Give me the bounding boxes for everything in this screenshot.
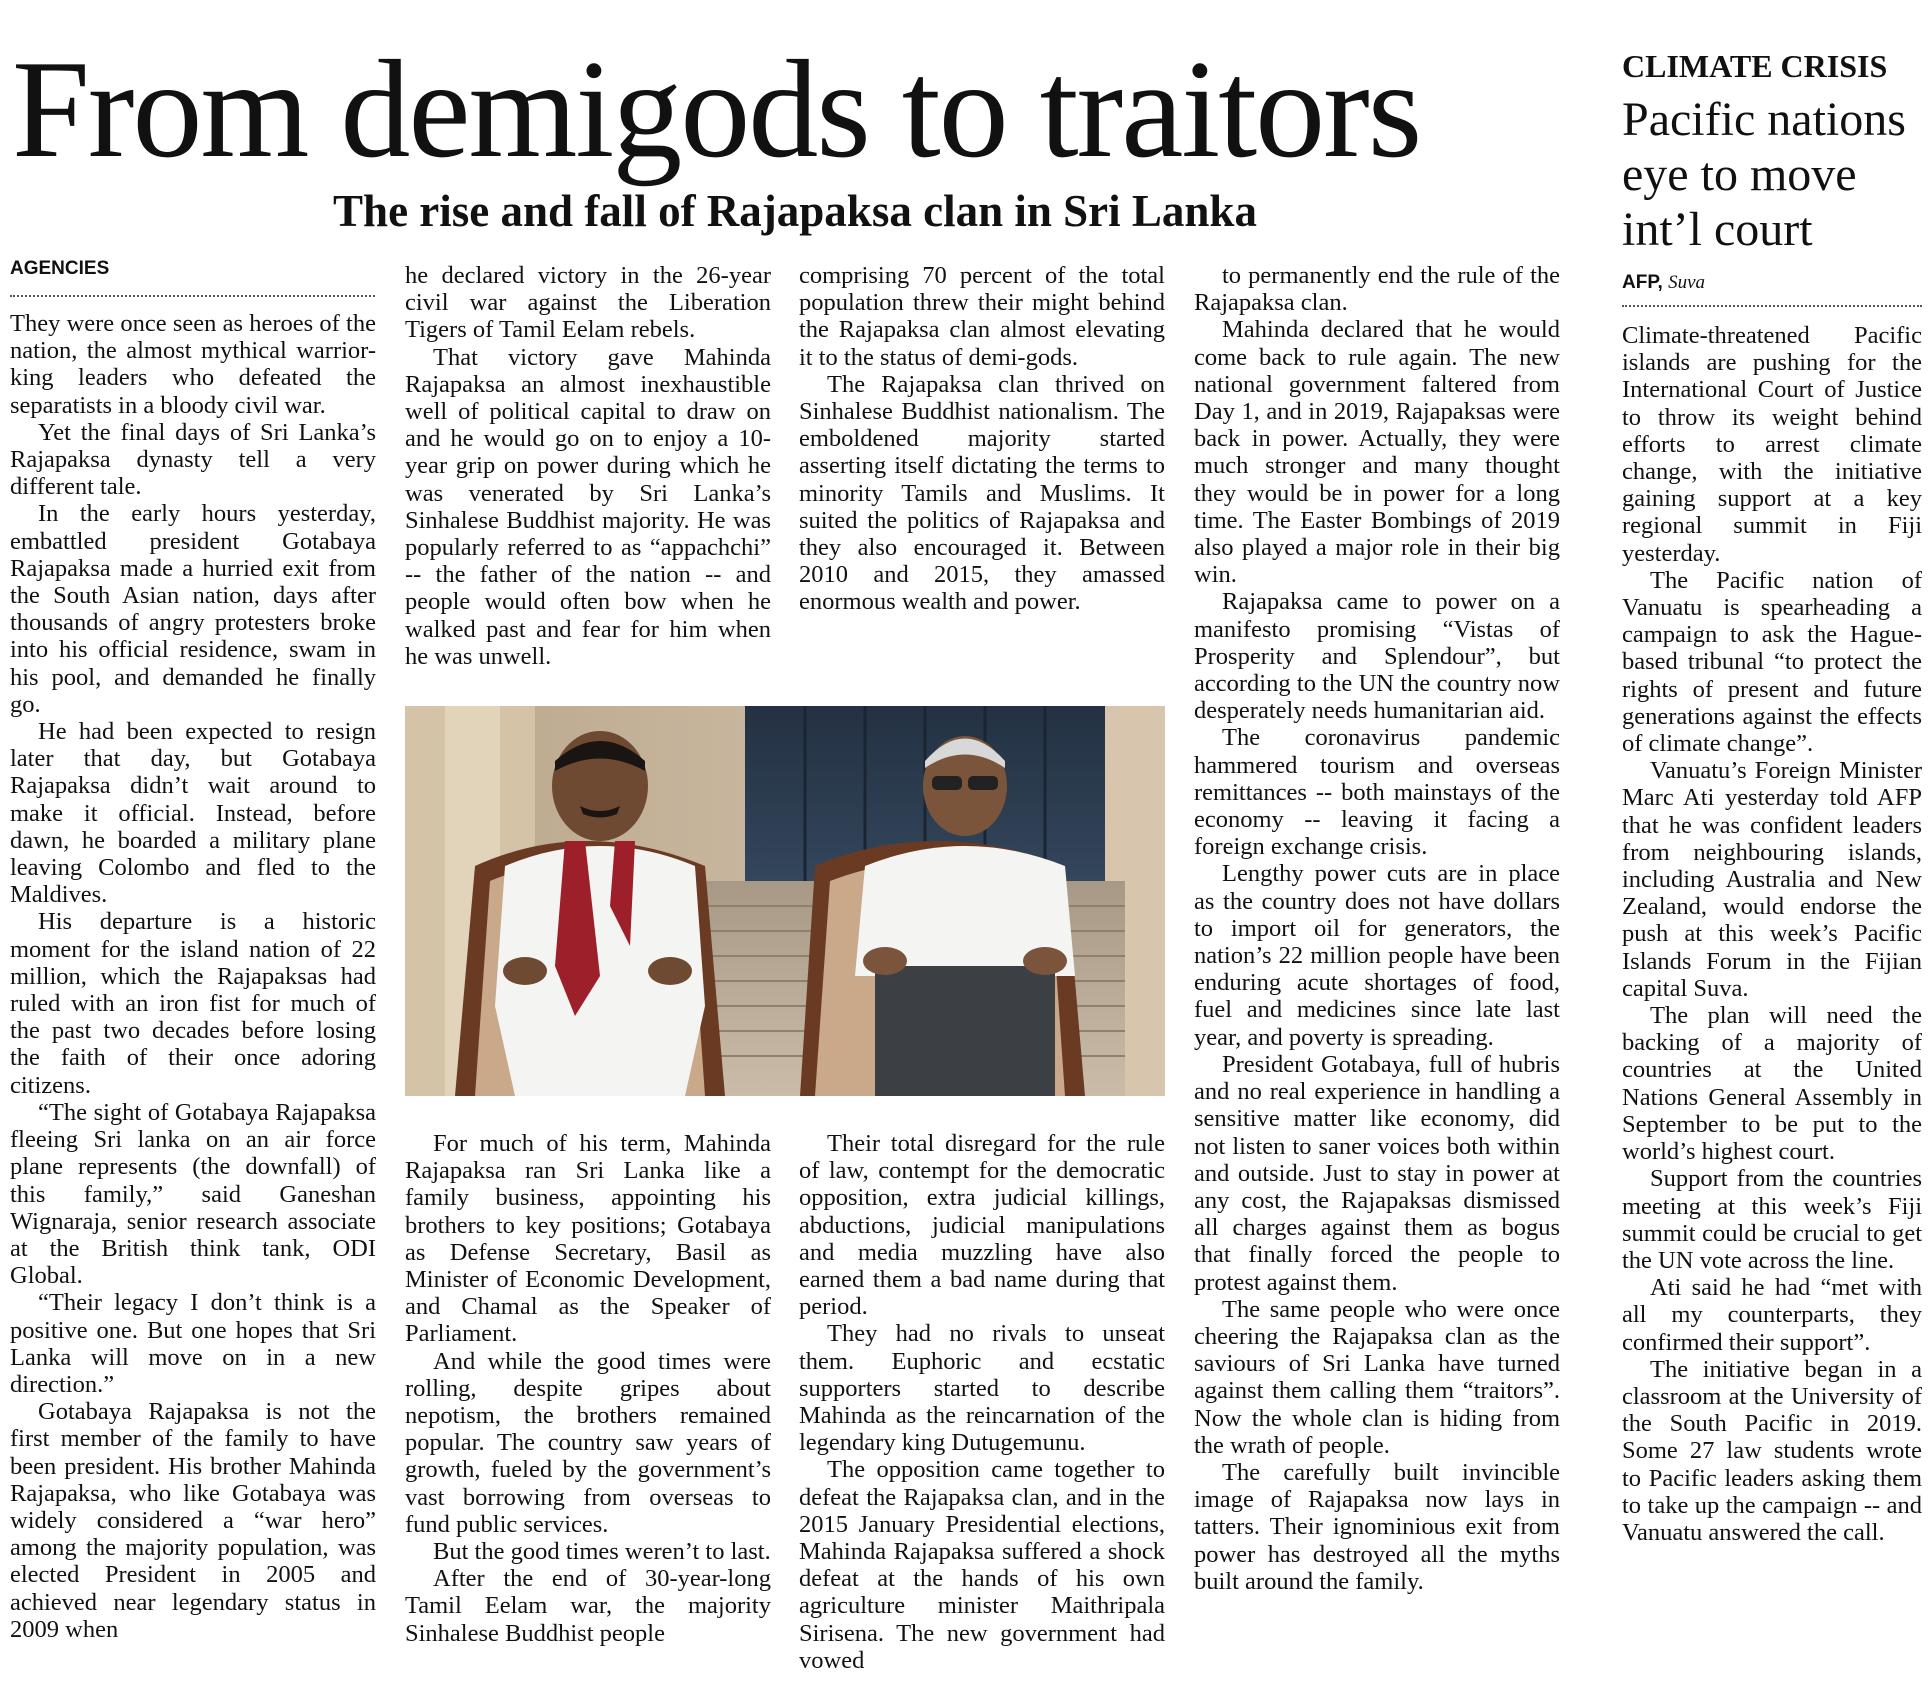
- paragraph: In the early hours yesterday, embattled president Gotabaya Rajapaksa made a hurried exit from the South Asian nation, days after thousands of angry protesters broke into his official residence, swam in his pool, and demanded he finally go.: [10, 500, 376, 718]
- byline-rule: [10, 295, 375, 297]
- sidebar-byline-agency: AFP,: [1622, 272, 1663, 293]
- sidebar-kicker: CLIMATE CRISIS: [1622, 48, 1888, 84]
- byline: AGENCIES: [10, 258, 110, 279]
- sidebar-column: [1622, 322, 1922, 1684]
- sidebar-byline: [1622, 272, 1705, 294]
- paragraph: President Gotabaya, full of hubris and no real experience in handling a sensitive matter like economy, did not listen to saner voices both within and outside. Just to stay in power at any cost, the Rajapaksas dismissed all charges against them as bogus that finally forced the people to protest against them.: [1194, 1050, 1560, 1296]
- paragraph: For much of his term, Mahinda Rajapaksa ran Sri Lanka like a family business, appointing his brothers to key positions; Gotabaya as Defense Secretary, Basil as Minister of Economic Development, and Chamal as the Speaker of Parliament.: [405, 1130, 771, 1348]
- subheadline: The rise and fall of Rajapaksa clan in Sri Lanka: [333, 186, 1257, 236]
- paragraph: The plan will need the backing of a majority of countries at the United Nations General Assembly in September to be put to the world’s highest court.: [1622, 1002, 1922, 1166]
- paragraph: Lengthy power cuts are in place as the country does not have dollars to import oil for generators, the nation’s 22 million people have been enduring acute shortages of food, fuel and medicines since late last year, and poverty is spreading.: [1194, 860, 1560, 1051]
- paragraph: “The sight of Gotabaya Rajapaksa fleeing Sri lanka on an air force plane represents (the downfall) of this family,” said Ganeshan Wignaraja, senior research associate at the British think tank, ODI Global.: [10, 1098, 376, 1290]
- paragraph: Rajapaksa came to power on a manifesto promising “Vistas of Prosperity and Splendour”, but according to the UN the country now desperately needs humanitarian aid.: [1194, 588, 1560, 725]
- paragraph: Mahinda declared that he would come back to rule again. The new national government faltered from Day 1, and in 2019, Rajapaksas were back in power. Actually, they were much stronger and many thought they would be in power for a long time. The Easter Bombings of 2019 also played a major role in their big win.: [1194, 316, 1560, 589]
- paragraph: The coronavirus pandemic hammered tourism and overseas remittances -- both mainstays of the economy -- leaving it facing a foreign exchange crisis.: [1194, 724, 1560, 861]
- column-1: [10, 310, 376, 1682]
- photo-illustration: [405, 706, 1165, 1096]
- paragraph: He had been expected to resign later that day, but Gotabaya Rajapaksa didn’t wait around to make it official. Instead, before dawn, he boarded a military plane leaving Colombo and fled to the Maldives.: [10, 718, 376, 909]
- paragraph: to permanently end the rule of the Rajapaksa clan.: [1194, 262, 1560, 317]
- paragraph: Vanuatu’s Foreign Minister Marc Ati yesterday told AFP that he was confident leaders from neighbouring islands, including Australia and New Zealand, would endorse the push at this week’s Pacific Islands Forum in the Fijian capital Suva.: [1622, 757, 1922, 1002]
- sidebar-byline-rule: [1622, 305, 1922, 307]
- paragraph: The initiative began in a classroom at the University of the South Pacific in 2019. Some 27 law students wrote to Pacific leaders asking them to take up the campaign -- and Vanuatu answered the call.: [1622, 1355, 1922, 1546]
- paragraph: Ati said he had “met with all my counterparts, they confirmed their support”.: [1622, 1274, 1922, 1356]
- paragraph: The opposition came together to defeat the Rajapaksa clan, and in the 2015 January Presidential elections, Mahinda Rajapaksa suffered a shock defeat at the hands of his own agriculture minister Maithripala Sirisena. The new government had vowed: [799, 1456, 1165, 1674]
- paragraph: Support from the countries meeting at this week’s Fiji summit could be crucial to get the UN vote across the line.: [1622, 1165, 1922, 1274]
- paragraph: Climate-threatened Pacific islands are pushing for the International Court of Justice to throw its weight behind efforts to arrest climate change, with the initiative gaining support at a key regional summit in Fiji yesterday.: [1622, 322, 1922, 567]
- sidebar-headline: Pacific nations eye to move int’l court: [1622, 93, 1906, 256]
- column-2-bottom: [405, 1130, 771, 1682]
- paragraph: The same people who were once cheering the Rajapaksa clan as the saviours of Sri Lanka have turned against them calling them “traitors”. Now the whole clan is hiding from the wrath of people.: [1194, 1295, 1560, 1459]
- paragraph: That victory gave Mahinda Rajapaksa an almost inexhaustible well of political capital to draw on and he would go on to enjoy a 10-year grip on power during which he was venerated by Sri Lanka’s Sinhalese Buddhist majority. He was popularly referred to as “appachchi” -- the father of the nation -- and people would often bow when he walked past and fear for him when he was unwell.: [405, 343, 771, 670]
- paragraph: They had no rivals to unseat them. Euphoric and ecstatic supporters started to describe Mahinda as the reincarnation of the legendary king Dutugemunu.: [799, 1320, 1165, 1457]
- column-3-bottom: [799, 1130, 1165, 1682]
- paragraph: he declared victory in the 26-year civil war against the Liberation Tigers of Tamil Eelam rebels.: [405, 262, 771, 344]
- paragraph: The carefully built invincible image of Rajapaksa now lays in tatters. Their ignominious exit from power has destroyed all the myths built around the family.: [1194, 1458, 1560, 1595]
- column-4: [1194, 262, 1560, 1682]
- paragraph: And while the good times were rolling, despite gripes about nepotism, the brothers remained popular. The country saw years of growth, fueled by the government’s vast borrowing from overseas to fund public services.: [405, 1347, 771, 1538]
- column-2-top: [405, 262, 771, 672]
- paragraph: But the good times weren’t to last.: [433, 1538, 771, 1566]
- sidebar-byline-place: Suva: [1668, 272, 1706, 293]
- paragraph: The Rajapaksa clan thrived on Sinhalese Buddhist nationalism. The emboldened majority started asserting itself dictating the terms to minority Tamils and Muslims. It suited the politics of Rajapaksa and they also encouraged it. Between 2010 and 2015, they amassed enormous wealth and power.: [799, 370, 1165, 616]
- headline: From demigods to traitors: [12, 32, 1421, 187]
- paragraph: “Their legacy I don’t think is a positive one. But one hopes that Sri Lanka will move on in a new direction.”: [10, 1289, 376, 1398]
- paragraph: Their total disregard for the rule of law, contempt for the democratic opposition, extra judicial killings, abductions, judicial manipulations and media muzzling have also earned them a bad name during that period.: [799, 1130, 1165, 1321]
- paragraph: After the end of 30-year-long Tamil Eelam war, the majority Sinhalese Buddhist people: [405, 1565, 771, 1647]
- photo: [405, 706, 1165, 1096]
- column-3-top: [799, 262, 1165, 672]
- paragraph: The Pacific nation of Vanuatu is spearheading a campaign to ask the Hague-based tribunal “to protect the rights of present and future generations against the effects of climate change”.: [1622, 566, 1922, 758]
- paragraph: His departure is a historic moment for the island nation of 22 million, which the Rajapaksas had ruled with an iron fist for much of the past two decades before losing the faith of their once adoring citizens.: [10, 908, 376, 1099]
- paragraph: comprising 70 percent of the total population threw their might behind the Rajapaksa clan almost elevating it to the status of demi-gods.: [799, 262, 1165, 371]
- paragraph: Gotabaya Rajapaksa is not the first member of the family to have been president. His brother Mahinda Rajapaksa, who like Gotabaya was widely considered a “war hero” among the majority population, was elected President in 2005 and achieved near legendary status in 2009 when: [10, 1398, 376, 1643]
- paragraph: They were once seen as heroes of the nation, the almost mythical warrior-king leaders who defeated the separatists in a bloody civil war.: [10, 310, 376, 419]
- paragraph: Yet the final days of Sri Lanka’s Rajapaksa dynasty tell a very different tale.: [10, 418, 376, 501]
